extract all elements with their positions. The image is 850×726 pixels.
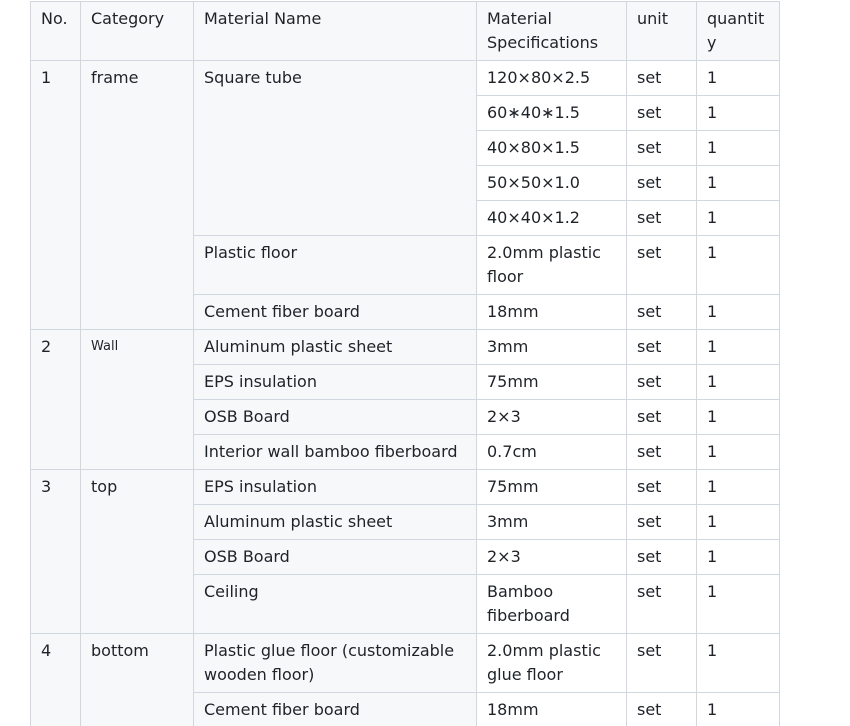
cell-quantity: 1 <box>697 693 780 726</box>
cell-quantity: 1 <box>697 435 780 470</box>
cell-no: 2 <box>31 330 81 470</box>
cell-specification: 18mm <box>477 693 627 726</box>
cell-material-name: OSB Board <box>194 540 477 575</box>
cell-specification: 2.0mm plastic floor <box>477 236 627 295</box>
cell-unit: set <box>627 540 697 575</box>
cell-unit: set <box>627 693 697 726</box>
cell-specification: Bamboo fiberboard <box>477 575 627 634</box>
cell-material-name: OSB Board <box>194 400 477 435</box>
table-row <box>31 330 780 365</box>
cell-unit: set <box>627 634 697 693</box>
cell-quantity: 1 <box>697 295 780 330</box>
cell-specification: 60∗40∗1.5 <box>477 96 627 131</box>
cell-unit: set <box>627 505 697 540</box>
cell-specification: 3mm <box>477 330 627 365</box>
cell-specification: 40×80×1.5 <box>477 131 627 166</box>
cell-category: top <box>81 470 194 634</box>
header-quantity: quantity <box>697 2 780 61</box>
cell-quantity: 1 <box>697 166 780 201</box>
cell-specification: 75mm <box>477 470 627 505</box>
cell-unit: set <box>627 166 697 201</box>
cell-quantity: 1 <box>697 470 780 505</box>
cell-unit: set <box>627 330 697 365</box>
cell-unit: set <box>627 236 697 295</box>
cell-quantity: 1 <box>697 330 780 365</box>
cell-quantity: 1 <box>697 634 780 693</box>
cell-material-name: Cement fiber board <box>194 295 477 330</box>
cell-unit: set <box>627 295 697 330</box>
header-material-specifications: Material Specifications <box>477 2 627 61</box>
cell-unit: set <box>627 365 697 400</box>
cell-specification: 75mm <box>477 365 627 400</box>
cell-specification: 3mm <box>477 505 627 540</box>
cell-unit: set <box>627 201 697 236</box>
cell-material-name: Aluminum plastic sheet <box>194 505 477 540</box>
cell-material-name: Plastic floor <box>194 236 477 295</box>
cell-specification: 2.0mm plastic glue floor <box>477 634 627 693</box>
header-category: Category <box>81 2 194 61</box>
table-row <box>31 61 780 96</box>
cell-material-name: Square tube <box>194 61 477 236</box>
materials-table <box>30 1 780 726</box>
cell-material-name: Plastic glue floor (customizable wooden floor) <box>194 634 477 693</box>
cell-specification: 0.7cm <box>477 435 627 470</box>
cell-quantity: 1 <box>697 61 780 96</box>
cell-quantity: 1 <box>697 400 780 435</box>
cell-unit: set <box>627 435 697 470</box>
header-material-name: Material Name <box>194 2 477 61</box>
cell-material-name: Aluminum plastic sheet <box>194 330 477 365</box>
cell-specification: 18mm <box>477 295 627 330</box>
cell-quantity: 1 <box>697 365 780 400</box>
cell-quantity: 1 <box>697 540 780 575</box>
table-row <box>31 634 780 693</box>
cell-specification: 120×80×2.5 <box>477 61 627 96</box>
cell-unit: set <box>627 131 697 166</box>
cell-specification: 2×3 <box>477 540 627 575</box>
cell-quantity: 1 <box>697 131 780 166</box>
table-row <box>31 470 780 505</box>
cell-category: Wall <box>81 330 194 470</box>
cell-specification: 40×40×1.2 <box>477 201 627 236</box>
cell-quantity: 1 <box>697 505 780 540</box>
cell-unit: set <box>627 470 697 505</box>
cell-material-name: EPS insulation <box>194 365 477 400</box>
cell-material-name: EPS insulation <box>194 470 477 505</box>
cell-no: 1 <box>31 61 81 330</box>
cell-material-name: Interior wall bamboo fiberboard <box>194 435 477 470</box>
cell-quantity: 1 <box>697 201 780 236</box>
cell-quantity: 1 <box>697 236 780 295</box>
cell-unit: set <box>627 575 697 634</box>
cell-specification: 2×3 <box>477 400 627 435</box>
header-unit: unit <box>627 2 697 61</box>
cell-category: bottom <box>81 634 194 726</box>
table-header-row <box>31 2 780 61</box>
cell-material-name: Ceiling <box>194 575 477 634</box>
cell-category: frame <box>81 61 194 330</box>
header-no: No. <box>31 2 81 61</box>
cell-unit: set <box>627 400 697 435</box>
cell-material-name: Cement fiber board <box>194 693 477 726</box>
cell-unit: set <box>627 96 697 131</box>
cell-unit: set <box>627 61 697 96</box>
cell-no: 4 <box>31 634 81 726</box>
cell-quantity: 1 <box>697 96 780 131</box>
cell-quantity: 1 <box>697 575 780 634</box>
cell-no: 3 <box>31 470 81 634</box>
table-body <box>31 61 780 726</box>
cell-specification: 50×50×1.0 <box>477 166 627 201</box>
